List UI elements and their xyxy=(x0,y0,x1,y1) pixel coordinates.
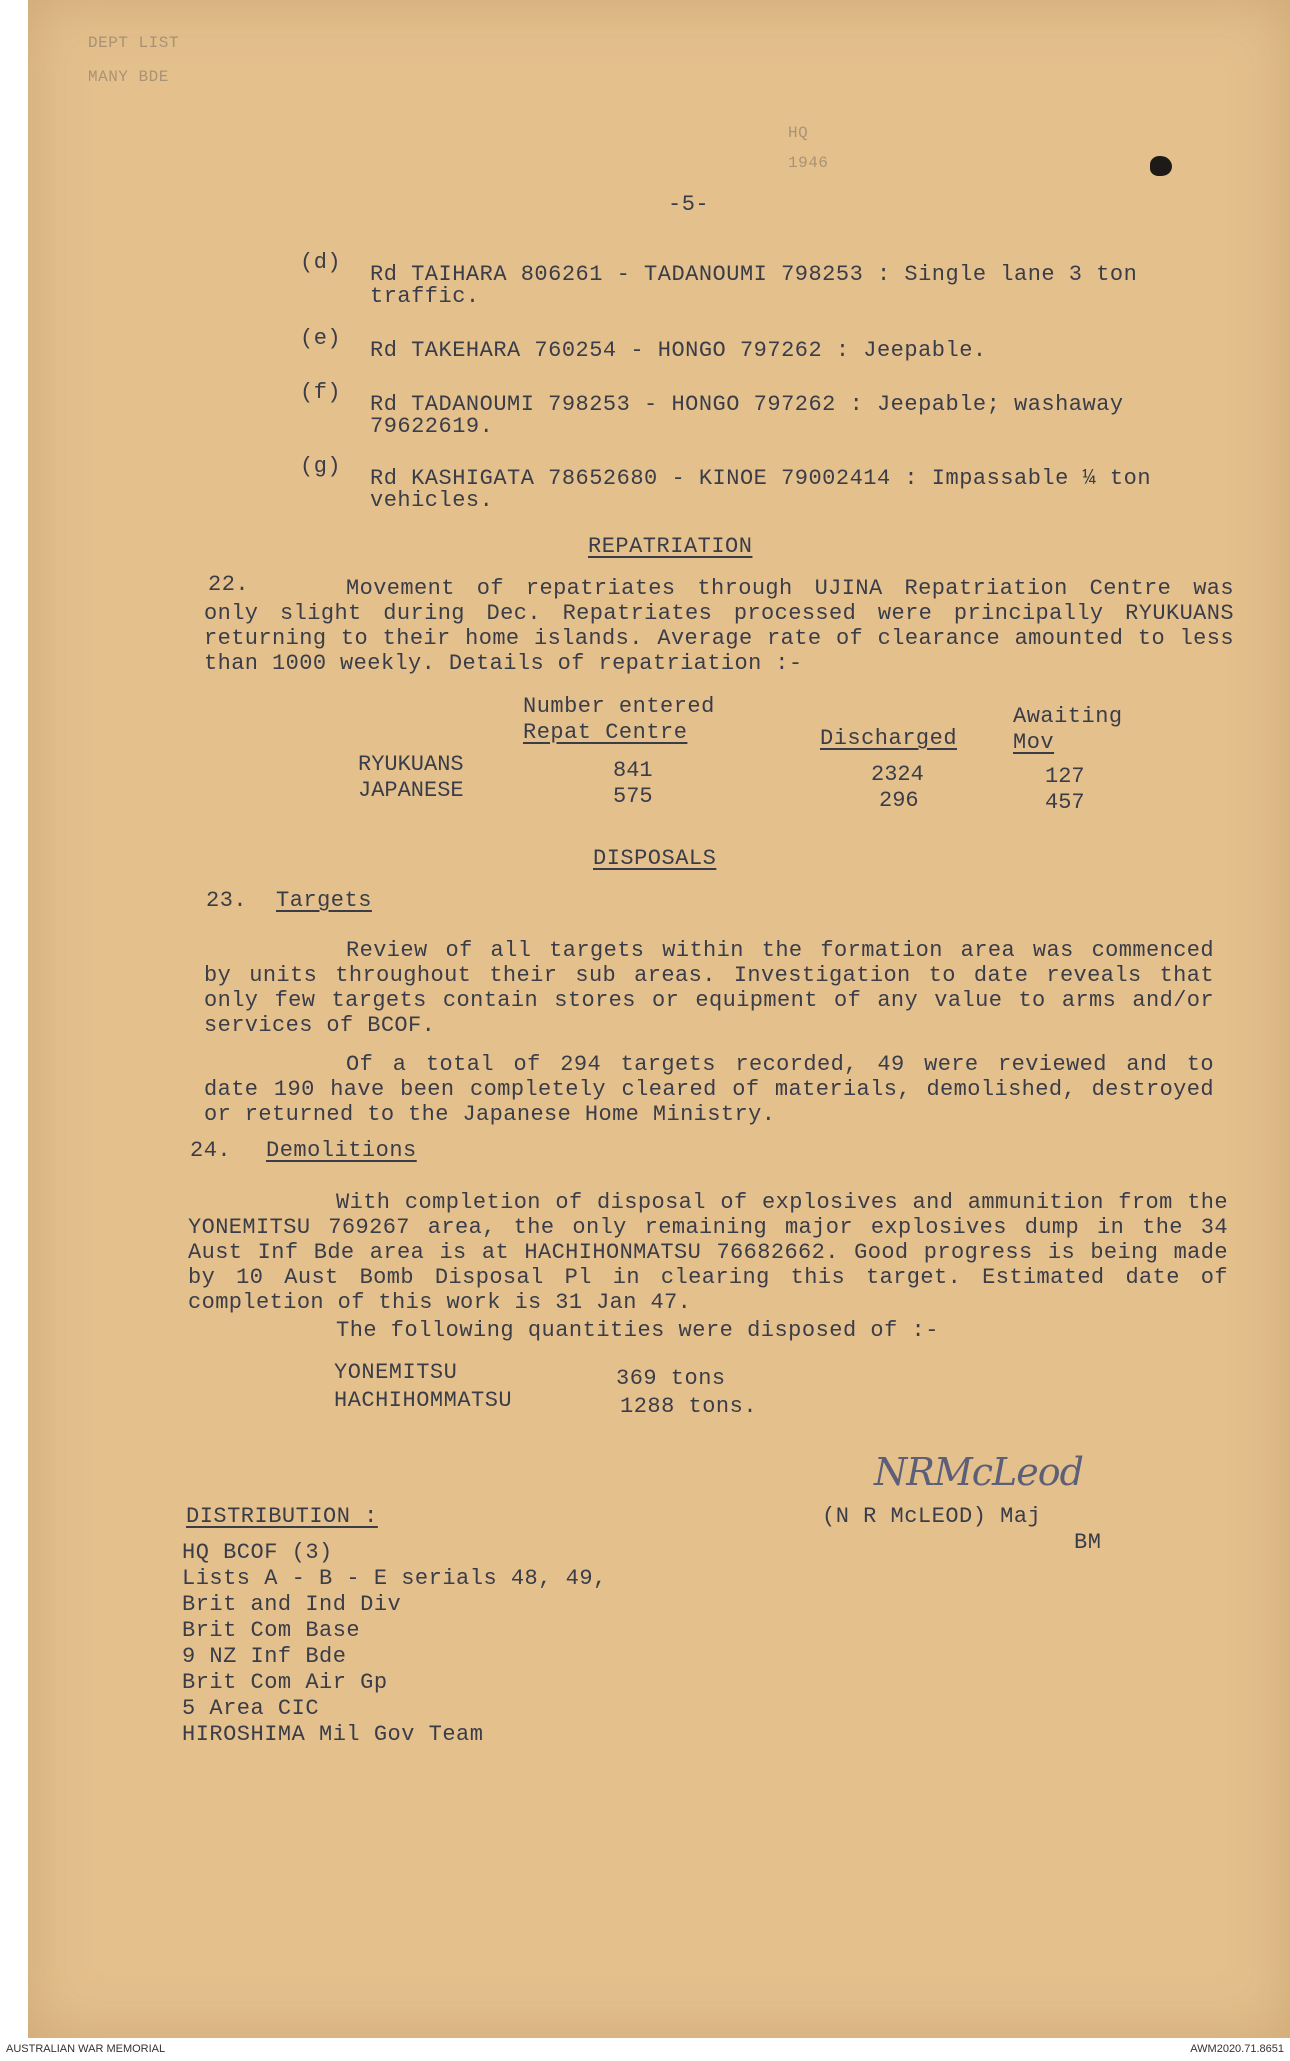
document-page xyxy=(28,0,1290,2038)
distribution-line: HIROSHIMA Mil Gov Team xyxy=(182,1722,484,1747)
quantity-place: HACHIHOMMATSU xyxy=(334,1388,513,1413)
footer-institution: AUSTRALIAN WAR MEMORIAL xyxy=(6,2043,166,2055)
item-line: Rd TADANOUMI 798253 - HONGO 797262 : Jeepable; washaway xyxy=(370,392,1124,417)
targets-text: Of a total of 294 targets recorded, 49 were reviewed and to date 190 have been completely cleared of materials, demolished, destroyed or returned to the Japanese Home Ministry. xyxy=(204,1052,1214,1127)
item-letter: (g) xyxy=(300,454,342,479)
punch-hole xyxy=(1150,156,1172,176)
col-header-awaiting: Awaiting xyxy=(1013,704,1123,729)
cell-awaiting: 457 xyxy=(1045,790,1085,815)
cell-discharged: 296 xyxy=(879,788,919,813)
item-line: vehicles. xyxy=(370,488,494,513)
paragraph-number: 22. xyxy=(208,572,250,597)
table-row xyxy=(358,752,464,778)
item-line: Rd TAKEHARA 760254 - HONGO 797262 : Jeepable. xyxy=(370,338,987,363)
header-smudge: 1946 xyxy=(788,154,829,172)
signatory-name: (N R McLEOD) Maj xyxy=(822,1504,1042,1529)
quantity-amount: 369 tons xyxy=(616,1366,726,1391)
paragraph-number: 23. xyxy=(206,888,248,913)
row-label: JAPANESE xyxy=(358,778,464,803)
targets-text: Review of all targets within the formation area was commenced by units throughout their sub areas. Investigation to date reveals that only few targets contain stores or equipment of any value to arms and/or services of BCOF. xyxy=(204,938,1214,1038)
quantity-place: YONEMITSU xyxy=(334,1360,458,1385)
repatriation-text: Movement of repatriates through UJINA Repatriation Centre was only slight during Dec. Repatriates processed were principally RYUKUANS returning to their home islands. Average rate of clearance amounted to less than 1000 weekly. Details of repatriation :- xyxy=(204,576,1234,676)
item-letter: (f) xyxy=(300,380,342,405)
page-number: -5- xyxy=(668,192,710,217)
distribution-line: Brit and Ind Div xyxy=(182,1592,402,1617)
item-letter: (d) xyxy=(300,250,342,275)
distribution-heading: DISTRIBUTION : xyxy=(186,1504,378,1529)
col-header-entered: Repat Centre xyxy=(523,720,688,745)
item-letter: (e) xyxy=(300,326,342,351)
distribution-line: Brit Com Air Gp xyxy=(182,1670,388,1695)
header-smudge: DEPT LIST xyxy=(88,34,179,52)
archive-footer xyxy=(0,2040,1290,2061)
row-label: RYUKUANS xyxy=(358,752,464,777)
distribution-line: Brit Com Base xyxy=(182,1618,361,1643)
header-smudge: HQ xyxy=(788,124,809,142)
cell-entered: 575 xyxy=(613,784,653,809)
header-smudge: MANY BDE xyxy=(88,68,169,86)
quantity-amount: 1288 tons. xyxy=(620,1394,758,1419)
distribution-line: HQ BCOF (3) xyxy=(182,1540,333,1565)
item-line: 79622619. xyxy=(370,414,494,439)
signatory-title: BM xyxy=(1074,1530,1102,1555)
demolitions-text: With completion of disposal of explosives and ammunition from the YONEMITSU 769267 area, the only remaining major explosives dump in the 34 Aust Inf Bde area is at HACHIHONMATSU 76682662. Good progress is being made by 10 Aust Bomb Disposal Pl in clearing this target. Estimated date of completion of this work is 31 Jan 47. xyxy=(188,1190,1228,1315)
cell-discharged: 2324 xyxy=(871,762,924,787)
cell-entered: 841 xyxy=(613,758,653,783)
subheading-demolitions: Demolitions xyxy=(266,1138,417,1163)
table-row xyxy=(358,778,464,804)
item-line: Rd TAIHARA 806261 - TADANOUMI 798253 : Single lane 3 ton xyxy=(370,262,1138,287)
section-heading-repatriation: REPATRIATION xyxy=(588,534,753,559)
section-heading-disposals: DISPOSALS xyxy=(593,846,717,871)
quantities-intro: The following quantities were disposed of :- xyxy=(336,1318,939,1343)
distribution-line: Lists A - B - E serials 48, 49, xyxy=(182,1566,607,1591)
col-header-entered: Number entered xyxy=(523,694,715,719)
handwritten-signature: NRMcLeod xyxy=(874,1450,1083,1494)
item-line: traffic. xyxy=(370,284,480,309)
cell-awaiting: 127 xyxy=(1045,764,1085,789)
distribution-line: 5 Area CIC xyxy=(182,1696,320,1721)
col-header-awaiting: Mov xyxy=(1013,730,1055,755)
col-header-discharged: Discharged xyxy=(820,726,958,751)
item-line: Rd KASHIGATA 78652680 - KINOE 79002414 : Impassable ¼ ton xyxy=(370,466,1152,491)
distribution-line: 9 NZ Inf Bde xyxy=(182,1644,347,1669)
subheading-targets: Targets xyxy=(276,888,372,913)
paragraph-number: 24. xyxy=(190,1138,232,1163)
footer-accession: AWM2020.71.8651 xyxy=(1190,2043,1284,2055)
